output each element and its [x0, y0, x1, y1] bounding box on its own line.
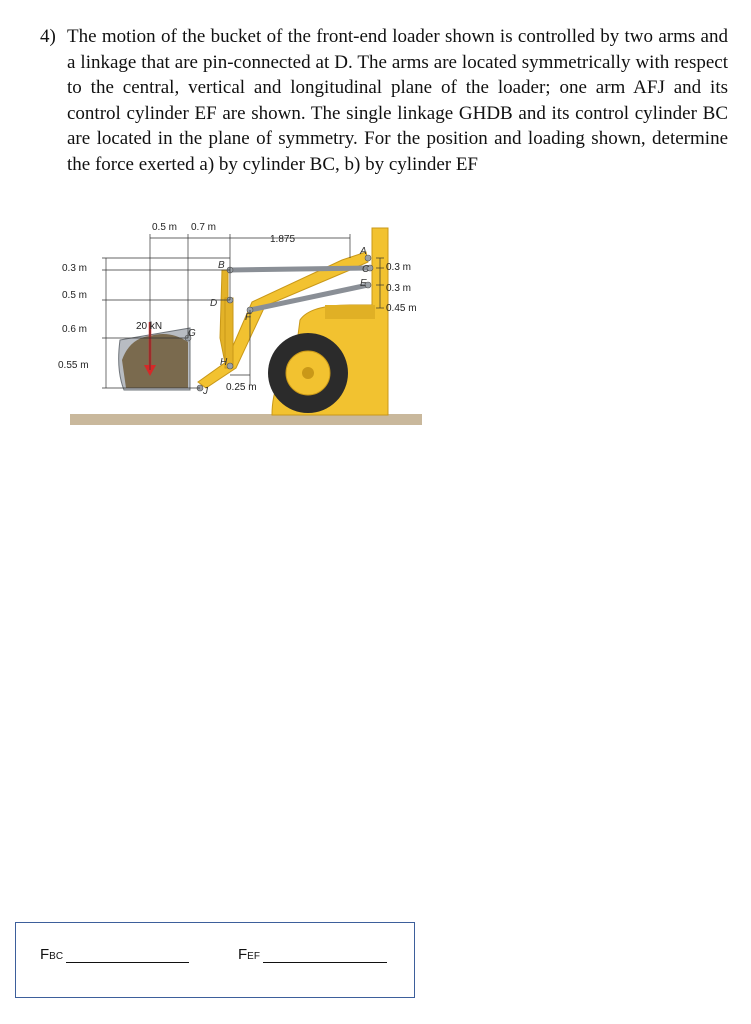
label-h: H: [220, 357, 228, 368]
fef-answer-line[interactable]: [263, 961, 387, 963]
label-a: A: [360, 246, 367, 257]
wheel-hub: [302, 367, 314, 379]
label-j: J: [203, 386, 208, 397]
cylinder-bc: [230, 268, 370, 270]
dim-top-3: 1.875: [270, 234, 296, 245]
fef-label: F: [238, 946, 248, 963]
answer-fbc: [40, 946, 189, 963]
label-g: G: [188, 328, 196, 339]
dim-left-3: 0.6 m: [62, 324, 88, 335]
fef-subscript: EF: [247, 951, 260, 962]
problem-text: The motion of the bucket of the front-end loader shown is controlled by two arms and a linkage that are pin-connected at D. The arms are located symmetrically with respect to the central, vertical and longitudinal plane of the loader; one arm AFJ and its control cylinder EF are shown. The single linkage GHDB and its control cylinder BC are located in the plane of symmetry. For the position and loading shown, determine the force exerted a) by cylinder BC, b) by cylinder EF: [67, 26, 728, 175]
label-f: F: [245, 312, 252, 323]
fbc-subscript: BC: [49, 951, 64, 962]
label-d: D: [210, 298, 218, 309]
answer-fef: [238, 946, 387, 963]
label-e: E: [360, 278, 367, 289]
dim-left-4: 0.55 m: [58, 360, 89, 371]
dim-top-2: 0.7 m: [191, 222, 217, 233]
label-b: B: [218, 260, 225, 271]
dim-bottom: 0.25 m: [226, 382, 257, 393]
dim-top-1: 0.5 m: [152, 222, 178, 233]
fbc-label: F: [40, 946, 50, 963]
answer-box: [15, 922, 415, 998]
load-label: 20 kN: [136, 321, 163, 332]
loader-figure: [50, 210, 440, 435]
loader-fender: [325, 305, 375, 319]
ground: [70, 414, 422, 425]
problem-statement: [40, 24, 728, 177]
label-c: C: [362, 264, 370, 275]
dim-right-1: 0.3 m: [386, 262, 412, 273]
dim-right-3: 0.45 m: [386, 303, 417, 314]
dim-right-2: 0.3 m: [386, 283, 412, 294]
problem-number: 4): [40, 26, 56, 47]
dim-left-2: 0.5 m: [62, 290, 88, 301]
pin-h: [227, 363, 233, 369]
dim-left-1: 0.3 m: [62, 263, 88, 274]
fbc-answer-line[interactable]: [66, 961, 189, 963]
